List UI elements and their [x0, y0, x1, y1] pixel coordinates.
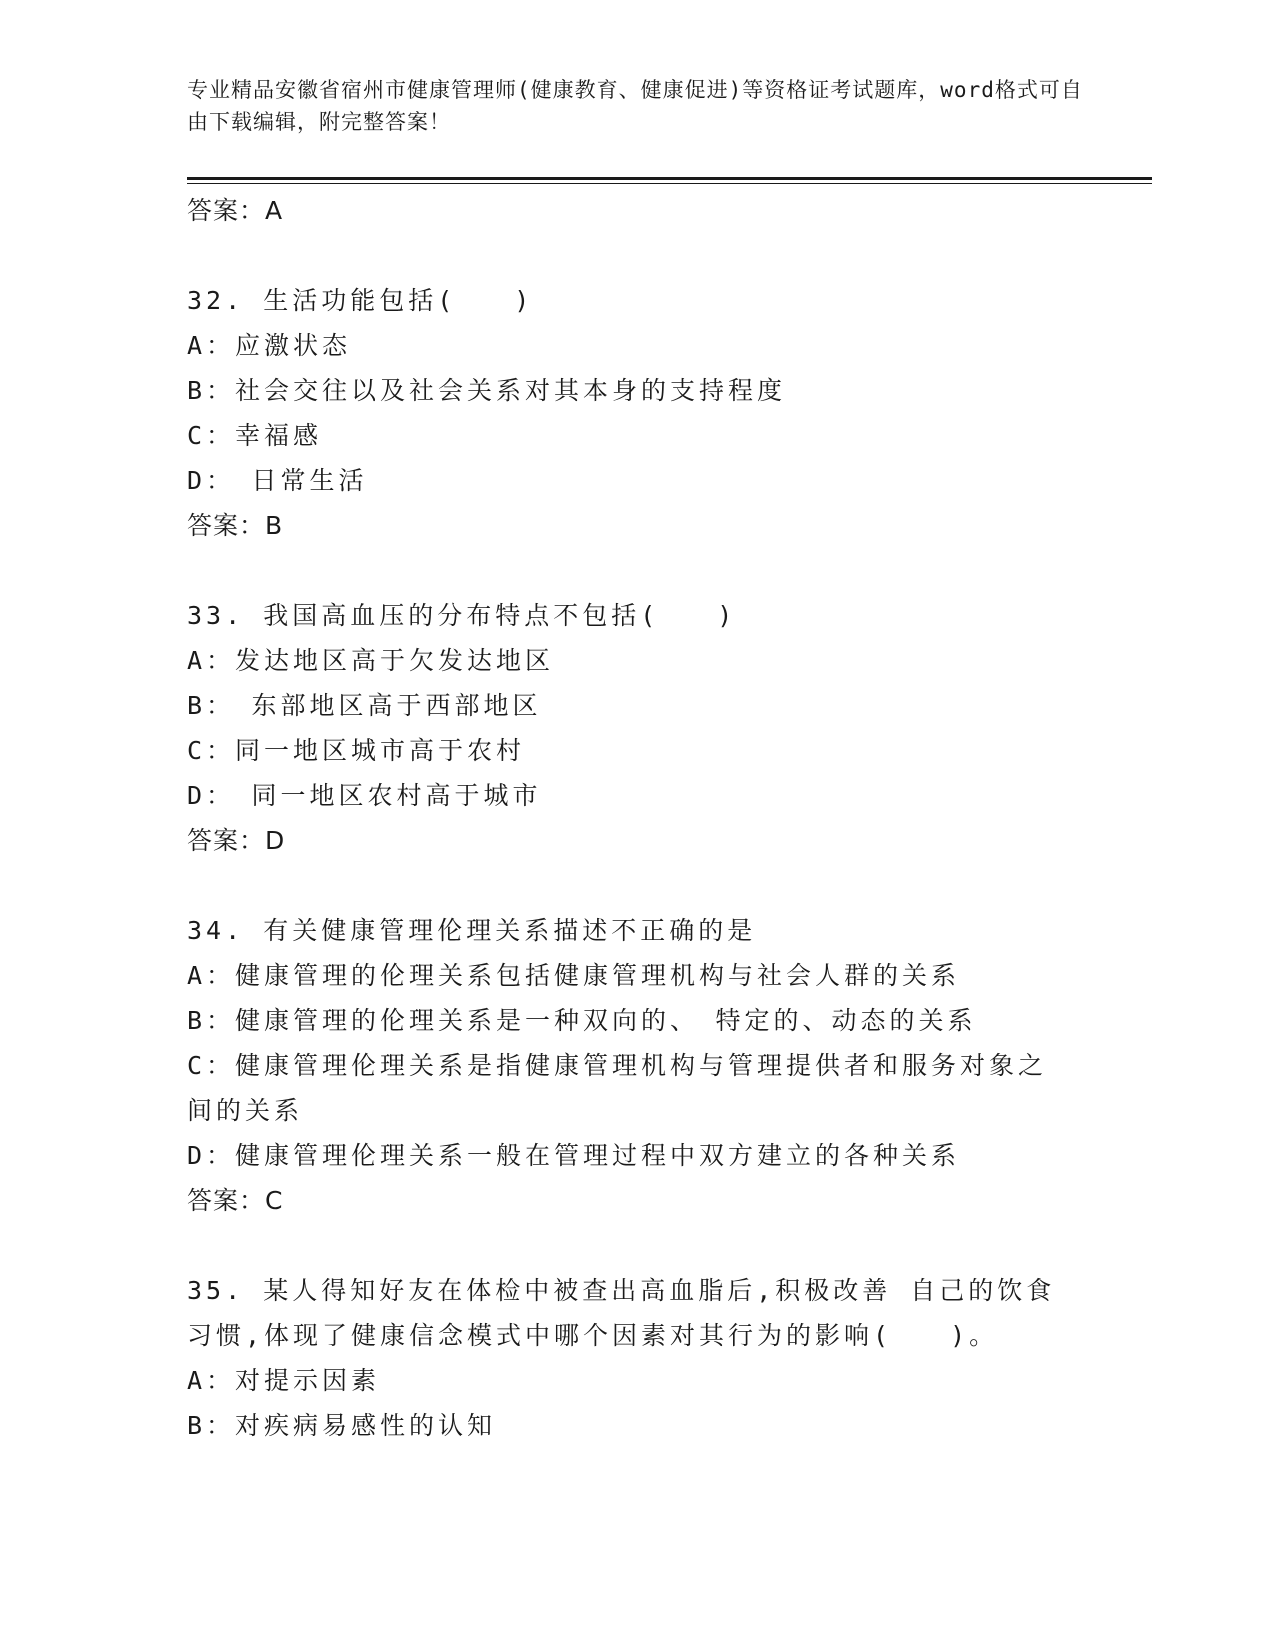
option-c: C：同一地区城市高于农村	[187, 736, 526, 765]
question-block	[187, 1268, 1087, 1448]
answer-line: 答案：D	[187, 826, 286, 855]
option-d: D： 同一地区农村高于城市	[187, 781, 542, 810]
option-c: C：健康管理伦理关系是指健康管理机构与管理提供者和服务对象之间的关系	[187, 1051, 1048, 1125]
option-d: D： 日常生活	[187, 466, 368, 495]
answer-line: 答案：A	[187, 196, 284, 225]
option-b: B： 东部地区高于西部地区	[187, 691, 542, 720]
question-block	[187, 278, 1087, 548]
spacer	[187, 863, 1087, 908]
answer-line: 答案：B	[187, 511, 284, 540]
spacer	[187, 233, 1087, 278]
question-stem: 33. 我国高血压的分布特点不包括( )	[187, 601, 737, 630]
option-a: A：应激状态	[187, 331, 352, 360]
question-stem: 34. 有关健康管理伦理关系描述不正确的是	[187, 916, 757, 945]
spacer	[187, 1223, 1087, 1268]
option-a: A：健康管理的伦理关系包括健康管理机构与社会人群的关系	[187, 961, 961, 990]
option-a: A：发达地区高于欠发达地区	[187, 646, 555, 675]
question-stem: 32. 生活功能包括( )	[187, 286, 534, 315]
header-divider-thick	[187, 177, 1152, 180]
page-header: 专业精品安徽省宿州市健康管理师(健康教育、健康促进)等资格证考试题库，word格式可自由下载编辑，附完整答案！	[187, 78, 1083, 134]
question-list	[187, 188, 1087, 1448]
question-block	[187, 593, 1087, 863]
spacer	[187, 548, 1087, 593]
option-b: B：对疾病易感性的认知	[187, 1411, 497, 1440]
answer-line: 答案：C	[187, 1186, 284, 1215]
option-b: B：健康管理的伦理关系是一种双向的、 特定的、动态的关系	[187, 1006, 977, 1035]
question-stem: 35. 某人得知好友在体检中被查出高血脂后,积极改善 自己的饮食习惯,体现了健康信念模式中哪个因素对其行为的影响( )。	[187, 1276, 1056, 1350]
header-divider-thin	[187, 183, 1152, 184]
option-c: C：幸福感	[187, 421, 323, 450]
option-a: A：对提示因素	[187, 1366, 381, 1395]
question-block	[187, 908, 1087, 1223]
option-d: D：健康管理伦理关系一般在管理过程中双方建立的各种关系	[187, 1141, 961, 1170]
option-b: B：社会交往以及社会关系对其本身的支持程度	[187, 376, 787, 405]
